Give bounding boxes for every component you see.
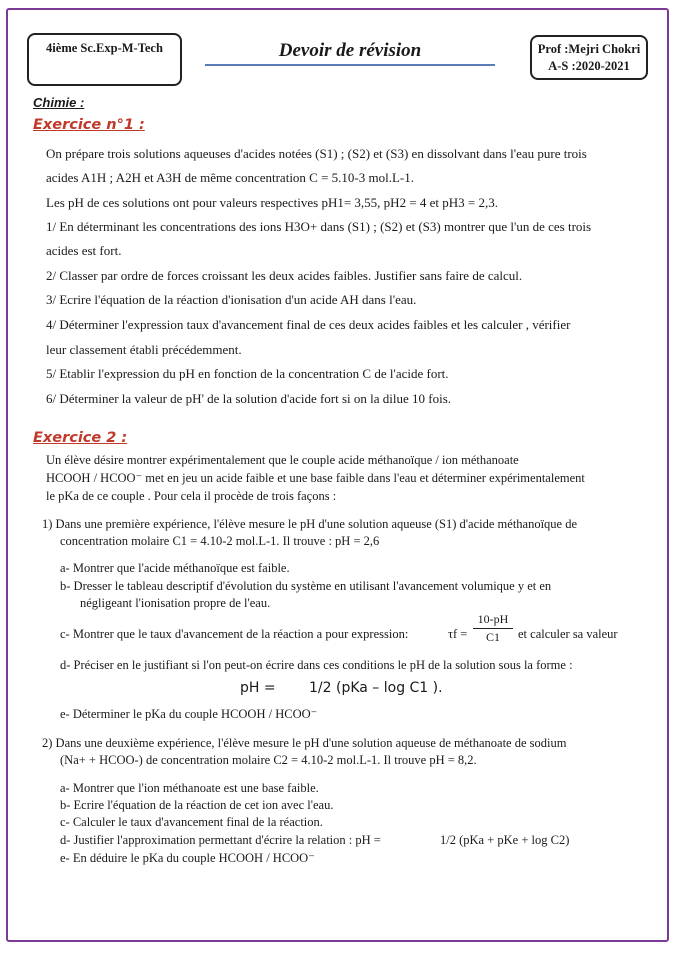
- teacher-name: Prof :Mejri Chokri: [537, 42, 641, 56]
- ex1-question-1: 1/ En déterminant les concentrations des ions H3O+ dans (S1) ; (S2) et (S3) montrer que l'un de ces trois: [46, 219, 592, 234]
- ex2-part2-e: e- En déduire le pKa du couple HCOOH / HCOO⁻: [60, 851, 315, 865]
- ex1-intro-line2: acides A1H ; A2H et A3H de même concentration C = 5.10-3 mol.L-1.: [46, 170, 415, 185]
- ex2-part1-c-end: et calculer sa valeur: [518, 627, 618, 641]
- ex2-part1-e: e- Déterminer le pKa du couple HCOOH / HCOO⁻: [60, 707, 318, 721]
- ex2-part2-d-formula: 1/2 (pKa + pKe + log C2): [440, 833, 570, 847]
- formula-ph-left: pH =: [240, 680, 276, 696]
- ex1-question-1-cont: acides est fort.: [46, 243, 122, 258]
- ex1-intro-line3: Les pH de ces solutions ont pour valeurs respectives pH1= 3,55, pH2 = 4 et pH3 = 2,3.: [46, 195, 499, 210]
- section-title: Chimie :: [33, 95, 85, 110]
- fraction-bar: [473, 628, 513, 629]
- title-underline: [205, 64, 495, 66]
- ex2-part2-line1: 2) Dans une deuxième expérience, l'élève mesure le pH d'une solution aqueuse de méthanoate de sodium: [42, 736, 567, 750]
- tau-symbol: τf =: [448, 627, 468, 641]
- exercise-2-title: Exercice 2 :: [33, 430, 128, 446]
- ex2-part2-a: a- Montrer que l'ion méthanoate est une base faible.: [60, 781, 319, 795]
- ex1-question-4-cont: leur classement établi précédemment.: [46, 342, 242, 357]
- ex2-part1-c: c- Montrer que le taux d'avancement de la réaction a pour expression:: [60, 627, 409, 641]
- exercise-1-title: Exercice n°1 :: [33, 117, 145, 133]
- ex1-question-3: 3/ Ecrire l'équation de la réaction d'ionisation d'un acide AH dans l'eau.: [46, 292, 417, 307]
- ex2-intro-line3: le pKa de ce couple . Pour cela il procède de trois façons :: [46, 489, 337, 503]
- ex2-part2-b: b- Ecrire l'équation de la réaction de cet ion avec l'eau.: [60, 798, 334, 812]
- ex2-part1-a: a- Montrer que l'acide méthanoïque est faible.: [60, 561, 290, 575]
- ex2-part1-line1: 1) Dans une première expérience, l'élève mesure le pH d'une solution aqueuse (S1) d'acide méthanoïque de: [42, 517, 578, 531]
- ex2-part1-b-cont: négligeant l'ionisation propre de l'eau.: [80, 596, 271, 610]
- ex1-question-2: 2/ Classer par ordre de forces croissant les deux acides faibles. Justifier sans faire de calcul.: [46, 268, 523, 283]
- ex1-question-4: 4/ Déterminer l'expression taux d'avancement final de ces deux acides faibles et les calculer , vérifier: [46, 317, 571, 332]
- page-title: Devoir de révision: [278, 40, 422, 61]
- ex2-intro-line2: HCOOH / HCOO⁻ met en jeu un acide faible et une base faible dans l'eau et déterminer expérimentalement: [46, 471, 585, 485]
- ex1-question-5: 5/ Etablir l'expression du pH en fonction de la concentration C de l'acide fort.: [46, 366, 449, 381]
- ex2-part2-c: c- Calculer le taux d'avancement final de la réaction.: [60, 815, 323, 829]
- teacher-box: [530, 35, 648, 80]
- ex2-part1-line2: concentration molaire C1 = 4.10-2 mol.L-1. Il trouve : pH = 2,6: [60, 534, 380, 548]
- school-year: A-S :2020-2021: [548, 59, 630, 73]
- ex2-intro-line1: Un élève désire montrer expérimentalement que le couple acide méthanoïque / ion méthanoate: [46, 453, 519, 467]
- class-label: 4ième Sc.Exp-M-Tech: [27, 33, 182, 86]
- tau-fraction: [473, 612, 513, 645]
- ex2-part1-b: b- Dresser le tableau descriptif d'évolution du système en utilisant l'avancement volumique y et en: [60, 579, 552, 593]
- ex1-intro-line1: On prépare trois solutions aqueuses d'acides notées (S1) ; (S2) et (S3) en dissolvant dans l'eau pure trois: [46, 146, 587, 161]
- formula-ph-right: 1/2 (pKa – log C1 ).: [309, 680, 443, 696]
- ex2-part1-d: d- Préciser en le justifiant si l'on peut-on écrire dans ces conditions le pH de la solution sous la forme :: [60, 658, 573, 672]
- tau-denominator: C1: [485, 630, 500, 644]
- ex2-part2-d: d- Justifier l'approximation permettant d'écrire la relation : pH =: [60, 833, 381, 847]
- tau-numerator: 10-pH: [477, 612, 509, 626]
- ex2-part2-line2: (Na+ + HCOO-) de concentration molaire C2 = 4.10-2 mol.L-1. Il trouve pH = 8,2.: [60, 753, 477, 767]
- ex1-question-6: 6/ Déterminer la valeur de pH' de la solution d'acide fort si on la dilue 10 fois.: [46, 391, 452, 406]
